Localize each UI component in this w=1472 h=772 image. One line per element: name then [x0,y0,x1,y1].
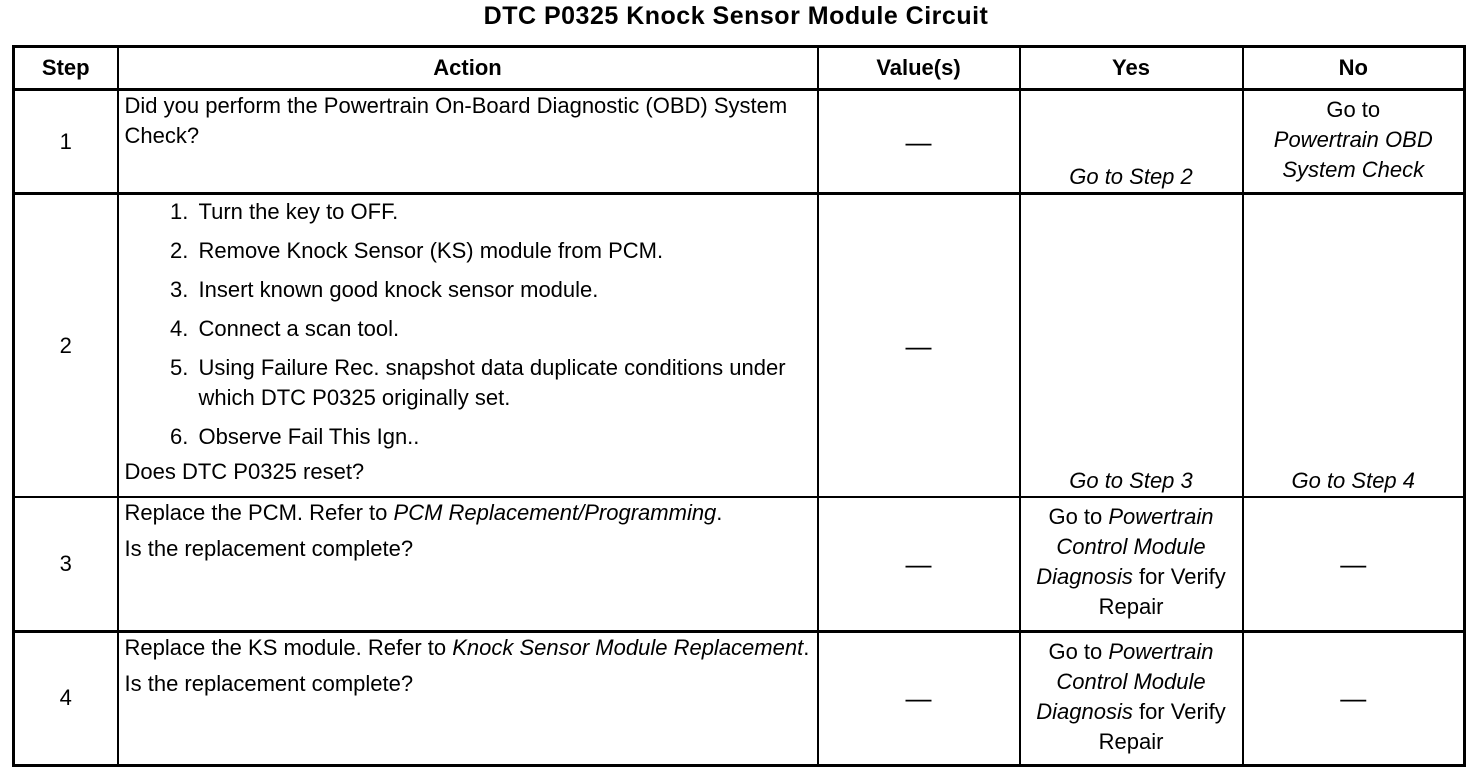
no-prefix: Go to [1326,97,1381,122]
yes-suffix: for Verify Repair [1098,698,1226,754]
table-row-step-1 [14,90,1465,194]
substep-item: 4. Connect a scan tool. [195,314,811,344]
header-no: No [1243,47,1465,90]
no-cell [1243,90,1465,194]
substep-item: 3. Insert known good knock sensor module. [195,275,811,305]
yes-reference: Powertrain Control Module Diagnosis [1036,504,1214,590]
action-suffix: . [803,634,810,660]
action-text [118,631,818,765]
substep-list [125,197,811,452]
question-text: Is the replacement complete? [124,536,414,562]
step-number: 2 [14,194,118,497]
value-cell: — [818,497,1020,631]
action-suffix: . [716,500,723,526]
header-action: Action [118,47,818,90]
substep-item: 2. Remove Knock Sensor (KS) module from PCM. [195,236,811,266]
value-cell: — [818,90,1020,194]
no-cell: — [1243,631,1465,765]
value-cell: — [818,631,1020,765]
diagnostic-table [12,45,1466,767]
substep-item: 6. Observe Fail This Ign.. [195,422,811,452]
yes-cell [1020,497,1243,631]
action-text [118,497,818,631]
header-step: Step [14,47,118,90]
yes-cell [1020,631,1243,765]
action-reference: Knock Sensor Module Replacement [452,634,804,660]
table-row-step-2 [14,194,1465,497]
substep-item: 5. Using Failure Rec. snapshot data duplicate conditions under which DTC P0325 originally set. [195,353,811,413]
action-reference: PCM Replacement/Programming [393,500,717,526]
step-number: 1 [14,90,118,194]
yes-suffix: for Verify Repair [1098,564,1226,620]
header-values: Value(s) [818,47,1020,90]
yes-prefix: Go to [1048,504,1109,530]
action-text [118,194,818,497]
question-text: Is the replacement complete? [124,670,414,696]
table-header-row [14,47,1465,90]
header-yes: Yes [1020,47,1243,90]
action-prefix: Replace the KS module. Refer to [124,634,453,660]
action-text: Did you perform the Powertrain On-Board Diagnostic (OBD) System Check? [118,90,818,194]
no-cell: — [1243,497,1465,631]
question-text: Does DTC P0325 reset? [124,459,365,485]
substep-item: 1. Turn the key to OFF. [195,197,811,227]
yes-cell: Go to Step 3 [1020,194,1243,497]
table-row-step-3 [14,497,1465,631]
yes-cell: Go to Step 2 [1020,90,1243,194]
step-number: 4 [14,631,118,765]
yes-reference: Powertrain Control Module Diagnosis [1036,638,1214,724]
value-cell: — [818,194,1020,497]
page-title: DTC P0325 Knock Sensor Module Circuit [483,2,989,30]
no-cell: Go to Step 4 [1243,194,1465,497]
table-row-step-4 [14,631,1465,765]
yes-prefix: Go to [1048,638,1109,664]
no-reference: Powertrain OBD System Check [1273,127,1433,182]
action-prefix: Replace the PCM. Refer to [124,500,394,526]
step-number: 3 [14,497,118,631]
